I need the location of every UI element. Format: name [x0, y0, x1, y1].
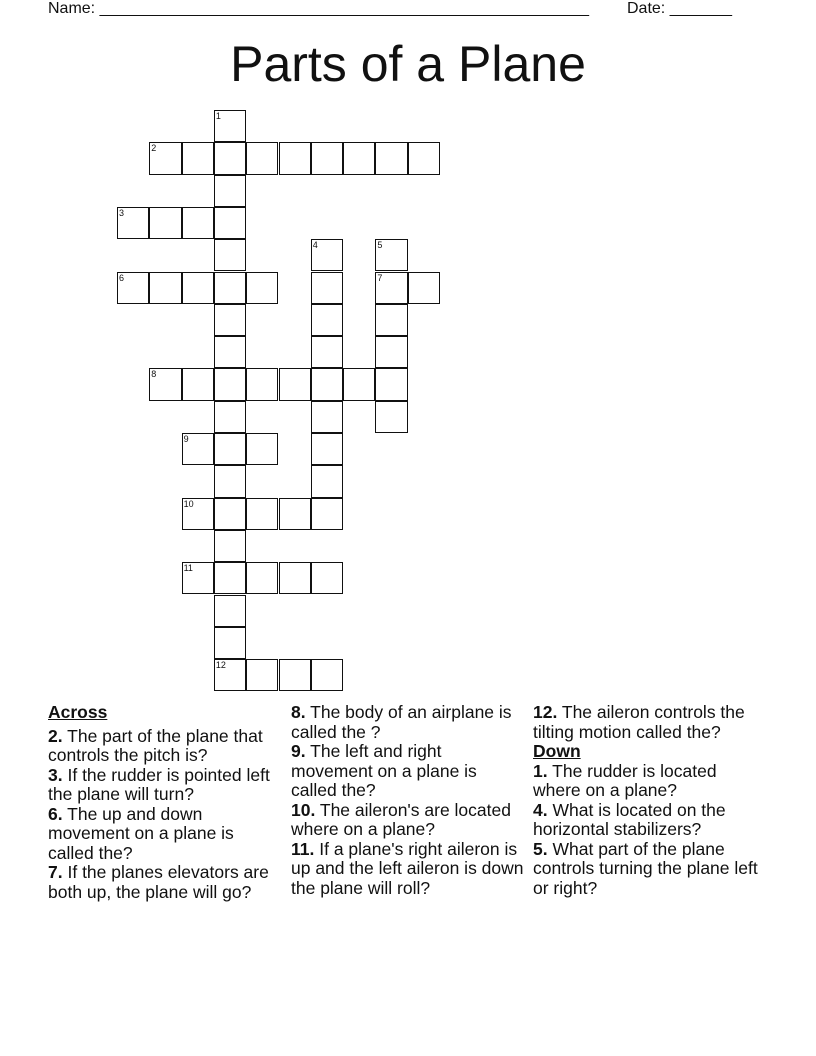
- down-heading: Down: [533, 741, 581, 761]
- grid-cell: [182, 142, 214, 174]
- grid-cell: [279, 142, 311, 174]
- clue-across-12: 12. The aileron controls the tilting motion called the?: [533, 702, 745, 742]
- grid-cell: [279, 659, 311, 691]
- grid-cell: [214, 368, 246, 400]
- grid-cell: [408, 142, 440, 174]
- grid-cell: [214, 401, 246, 433]
- grid-cell: [214, 304, 246, 336]
- clue-across-2: 2. The part of the plane that controls the pitch is?: [48, 725, 263, 765]
- clue-down-1: 1. The rudder is located where on a plane?: [533, 760, 717, 800]
- grid-cell: [311, 272, 343, 304]
- grid-cell: [408, 272, 440, 304]
- clue-across-3: 3. If the rudder is pointed left the plane will turn?: [48, 764, 270, 804]
- grid-cell: [214, 562, 246, 594]
- page-title: Parts of a Plane: [230, 36, 586, 92]
- grid-number: 8: [151, 369, 157, 380]
- clue-across-8: 8. The body of an airplane is called the ?: [291, 702, 512, 742]
- name-field: Name: _______________________________________________________: [48, 0, 589, 17]
- grid-number: 7: [377, 272, 383, 283]
- grid-cell: [311, 433, 343, 465]
- grid-cell: [246, 368, 278, 400]
- grid-cell: [246, 498, 278, 530]
- grid-cell: [214, 465, 246, 497]
- grid-cell: [246, 433, 278, 465]
- grid-cell: [246, 562, 278, 594]
- grid-cell: [311, 142, 343, 174]
- grid-cell: [182, 272, 214, 304]
- grid-cell: [214, 175, 246, 207]
- grid-cell: [214, 272, 246, 304]
- grid-cell: [246, 659, 278, 691]
- grid-number: 3: [119, 207, 125, 218]
- grid-cell: [246, 272, 278, 304]
- clue-column-1: [48, 703, 284, 902]
- clue-across-7: 7. If the planes elevators are both up, the plane will go?: [48, 862, 269, 902]
- grid-number: 10: [183, 498, 194, 509]
- grid-number: 4: [312, 240, 318, 251]
- grid-cell: [246, 142, 278, 174]
- grid-cell: [182, 368, 214, 400]
- grid-cell: [311, 498, 343, 530]
- grid-number: 12: [215, 660, 226, 671]
- grid-cell: [279, 562, 311, 594]
- grid-cell: [182, 207, 214, 239]
- grid-cell: [375, 142, 407, 174]
- clue-column-3: [533, 703, 769, 898]
- grid-cell: [214, 336, 246, 368]
- grid-cell: [375, 336, 407, 368]
- clue-across-6: 6. The up and down movement on a plane is called the?: [48, 803, 234, 863]
- date-field: Date: _______: [627, 0, 732, 17]
- grid-cell: [311, 659, 343, 691]
- clue-across-11: 11. If a plane's right aileron is up and the left aileron is down the plane will roll?: [291, 838, 524, 898]
- grid-cell: [375, 401, 407, 433]
- grid-cell: [311, 368, 343, 400]
- grid-cell: [214, 239, 246, 271]
- grid-cell: [311, 401, 343, 433]
- grid-cell: [375, 368, 407, 400]
- clue-column-2: [291, 703, 527, 898]
- grid-number: 2: [151, 143, 157, 154]
- grid-cell: [214, 530, 246, 562]
- grid-cell: [149, 272, 181, 304]
- grid-number: 1: [215, 111, 221, 121]
- grid-cell: [214, 595, 246, 627]
- grid-cell: [311, 336, 343, 368]
- clue-across-9: 9. The left and right movement on a plane is called the?: [291, 741, 477, 800]
- grid-cell: [343, 142, 375, 174]
- clue-down-4: 4. What is located on the horizontal stabilizers?: [533, 799, 726, 839]
- grid-cell: [214, 433, 246, 465]
- clue-down-5: 5. What part of the plane controls turning the plane left or right?: [533, 838, 758, 898]
- grid-number: 6: [119, 272, 125, 283]
- grid-number: 5: [377, 240, 383, 251]
- across-heading: Across: [48, 702, 108, 722]
- grid-cell: [279, 498, 311, 530]
- grid-cell: [279, 368, 311, 400]
- grid-cell: [343, 368, 375, 400]
- grid-number: 9: [183, 434, 189, 444]
- clue-across-10: 10. The aileron's are located where on a plane?: [291, 799, 511, 839]
- grid-cell: [214, 207, 246, 239]
- grid-cell: [214, 627, 246, 659]
- grid-cell: [311, 304, 343, 336]
- grid-cell: [311, 562, 343, 594]
- grid-cell: [375, 304, 407, 336]
- grid-cell: [214, 142, 246, 174]
- grid-cell: [214, 498, 246, 530]
- grid-cell: [149, 207, 181, 239]
- grid-cell: [311, 465, 343, 497]
- grid-number: 11: [183, 563, 193, 574]
